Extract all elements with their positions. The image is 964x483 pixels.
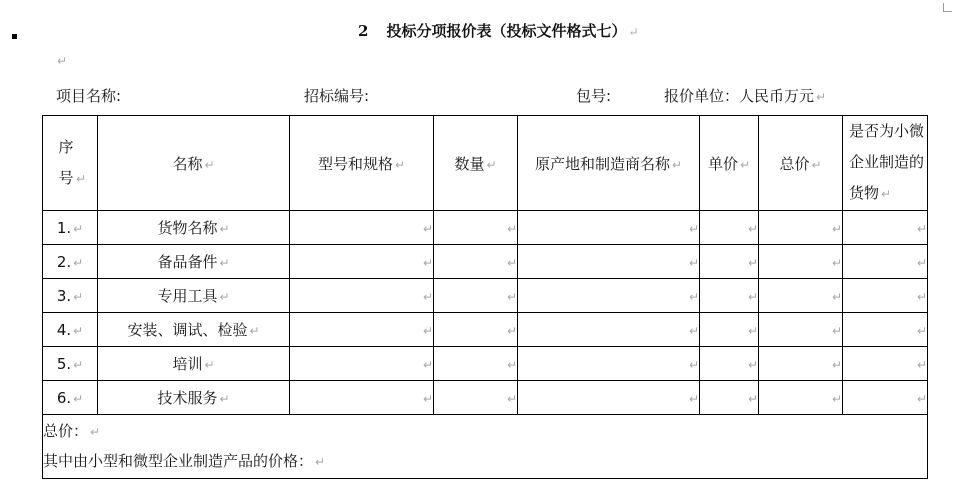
cell-total-price[interactable] [759,211,843,245]
cell-model[interactable] [290,245,434,279]
paragraph-mark: ↵ [816,90,827,104]
paragraph-mark: ↵ [204,358,215,372]
currency-unit-text: 报价单位：人民币万元 [664,87,815,105]
cell-seq[interactable] [43,211,98,245]
header-total-price-text: 总价 [779,154,810,173]
paragraph-mark: ↵ [747,391,758,406]
header-seq [43,116,98,211]
cell-qty[interactable] [434,381,518,415]
paragraph-mark: ↵ [628,25,639,39]
row-seq-text: 1. [56,218,72,237]
paragraph-mark: ↵ [747,357,758,372]
project-name-label: 项目名称: [56,87,122,105]
document-title [358,20,639,41]
cell-name[interactable] [98,347,290,381]
paragraph-mark: ↵ [75,171,87,186]
header-qty-text: 数量 [454,154,485,173]
paragraph-mark: ↵ [219,256,230,270]
paragraph-mark: ↵ [422,323,433,338]
cell-seq[interactable] [43,347,98,381]
header-total-price [759,116,843,211]
row-name-text: 培训 [172,355,203,373]
paragraph-mark: ↵ [688,391,699,406]
paragraph-mark: ↵ [506,221,517,236]
small-business-price-line [43,447,927,477]
cell-name[interactable] [98,245,290,279]
cell-small-business[interactable] [843,313,928,347]
cell-qty[interactable] [434,279,518,313]
cell-origin[interactable] [518,347,700,381]
quotation-table [42,115,928,479]
header-origin [518,116,700,211]
paragraph-mark: ↵ [90,424,101,439]
cell-unit-price[interactable] [700,381,759,415]
paragraph-mark: ↵ [506,391,517,406]
cell-unit-price[interactable] [700,313,759,347]
row-name-text: 安装、调试、检验 [127,321,248,339]
cell-total-price[interactable] [759,279,843,313]
header-small-business-text: 是否为小微企业制造的货物 [849,122,925,202]
row-seq-text: 2. [56,252,72,271]
paragraph-mark: ↵ [747,255,758,270]
cell-small-business[interactable] [843,211,928,245]
cell-name[interactable] [98,313,290,347]
paragraph-mark: ↵ [831,255,842,270]
cell-seq[interactable] [43,381,98,415]
row-seq-text: 4. [56,320,72,339]
cell-name[interactable] [98,211,290,245]
cell-name[interactable] [98,279,290,313]
paragraph-mark: ↵ [747,221,758,236]
paragraph-mark: ↵ [315,454,326,469]
paragraph-mark: ↵ [57,54,68,68]
header-model [290,116,434,211]
paragraph-mark: ↵ [422,255,433,270]
table-row [43,245,928,279]
cell-model[interactable] [290,381,434,415]
paragraph-mark: ↵ [688,289,699,304]
cell-model[interactable] [290,313,434,347]
paragraph-mark: ↵ [249,324,260,338]
paragraph-mark: ↵ [811,157,822,172]
paragraph-mark: ↵ [73,323,84,338]
paragraph-mark: ↵ [671,157,683,172]
paragraph-mark: ↵ [73,289,84,304]
cell-unit-price[interactable] [700,211,759,245]
paragraph-mark: ↵ [73,357,84,372]
page-corner-marker [943,3,952,12]
row-seq-text: 5. [56,354,72,373]
paragraph-mark: ↵ [881,187,892,201]
cell-small-business[interactable] [843,245,928,279]
paragraph-mark: ↵ [422,391,433,406]
header-unit-price-text: 单价 [707,154,738,173]
paragraph-mark: ↵ [739,157,751,172]
header-name-text: 名称 [172,154,203,173]
paragraph-mark: ↵ [831,289,842,304]
table-footer-row [43,415,928,479]
paragraph-mark: ↵ [916,357,927,372]
paragraph-mark: ↵ [831,391,842,406]
paragraph-mark: ↵ [916,255,927,270]
paragraph-mark: ↵ [204,157,215,172]
paragraph-mark: ↵ [73,391,84,406]
paragraph-mark: ↵ [688,357,699,372]
cell-small-business[interactable] [843,381,928,415]
cell-total-price[interactable] [759,347,843,381]
cell-origin[interactable] [518,313,700,347]
total-price-label: 总价： [43,421,89,440]
row-name-text: 技术服务 [157,389,218,407]
package-number-label: 包号: [576,87,612,105]
paragraph-mark: ↵ [916,221,927,236]
cell-qty[interactable] [434,211,518,245]
cell-qty[interactable] [434,313,518,347]
table-row [43,347,928,381]
header-small-business [843,116,928,211]
cell-qty[interactable] [434,347,518,381]
paragraph-mark: ↵ [747,323,758,338]
cell-total-price[interactable] [759,245,843,279]
row-name-text: 备品备件 [157,253,218,271]
paragraph-mark: ↵ [73,221,84,236]
header-origin-text: 原产地和制造商名称 [534,154,670,173]
paragraph-mark: ↵ [688,255,699,270]
title-text: 投标分项报价表（投标文件格式七） [386,22,627,40]
header-name [98,116,290,211]
cell-unit-price[interactable] [700,245,759,279]
paragraph-mark: ↵ [688,221,699,236]
cell-small-business[interactable] [843,347,928,381]
paragraph-mark: ↵ [422,289,433,304]
row-seq-text: 3. [56,286,72,305]
paragraph-mark: ↵ [916,391,927,406]
list-bullet [12,34,17,39]
cell-seq[interactable] [43,313,98,347]
cell-qty[interactable] [434,245,518,279]
paragraph-mark: ↵ [219,222,230,236]
paragraph-mark: ↵ [916,289,927,304]
table-row [43,279,928,313]
cell-seq[interactable] [43,245,98,279]
tender-number-label: 招标编号: [304,87,370,105]
paragraph-mark: ↵ [831,221,842,236]
cell-unit-price[interactable] [700,279,759,313]
footer-cell[interactable] [43,415,928,479]
paragraph-mark: ↵ [219,290,230,304]
cell-origin[interactable] [518,279,700,313]
currency-unit-label [664,85,826,106]
cell-seq[interactable] [43,279,98,313]
header-model-text: 型号和规格 [317,154,393,173]
paragraph-mark: ↵ [831,323,842,338]
paragraph-mark: ↵ [73,255,84,270]
paragraph-mark: ↵ [688,323,699,338]
header-seq-text: 序号 [58,137,74,187]
cell-origin[interactable] [518,211,700,245]
cell-total-price[interactable] [759,381,843,415]
cell-model[interactable] [290,279,434,313]
row-seq-text: 6. [56,388,72,407]
title-number: 2 [358,22,369,40]
paragraph-mark: ↵ [219,392,230,406]
total-price-line [43,417,927,447]
cell-name[interactable] [98,381,290,415]
header-unit-price [700,116,759,211]
row-name-text: 货物名称 [157,219,218,237]
paragraph-mark: ↵ [747,289,758,304]
paragraph-mark: ↵ [422,357,433,372]
cell-origin[interactable] [518,245,700,279]
cell-model[interactable] [290,211,434,245]
cell-small-business[interactable] [843,279,928,313]
cell-unit-price[interactable] [700,347,759,381]
paragraph-mark: ↵ [506,289,517,304]
table-row [43,211,928,245]
row-name-text: 专用工具 [157,287,218,305]
cell-total-price[interactable] [759,313,843,347]
cell-origin[interactable] [518,381,700,415]
paragraph-mark: ↵ [422,221,433,236]
table-row [43,313,928,347]
paragraph-mark: ↵ [506,255,517,270]
paragraph-mark: ↵ [831,357,842,372]
paragraph-mark: ↵ [506,357,517,372]
paragraph-mark: ↵ [486,157,497,172]
small-business-price-label: 其中由小型和微型企业制造产品的价格： [43,451,314,470]
table-row [43,381,928,415]
paragraph-mark: ↵ [916,323,927,338]
cell-model[interactable] [290,347,434,381]
paragraph-mark: ↵ [506,323,517,338]
paragraph-mark: ↵ [394,157,406,172]
header-qty [434,116,518,211]
table-header-row [43,116,928,211]
